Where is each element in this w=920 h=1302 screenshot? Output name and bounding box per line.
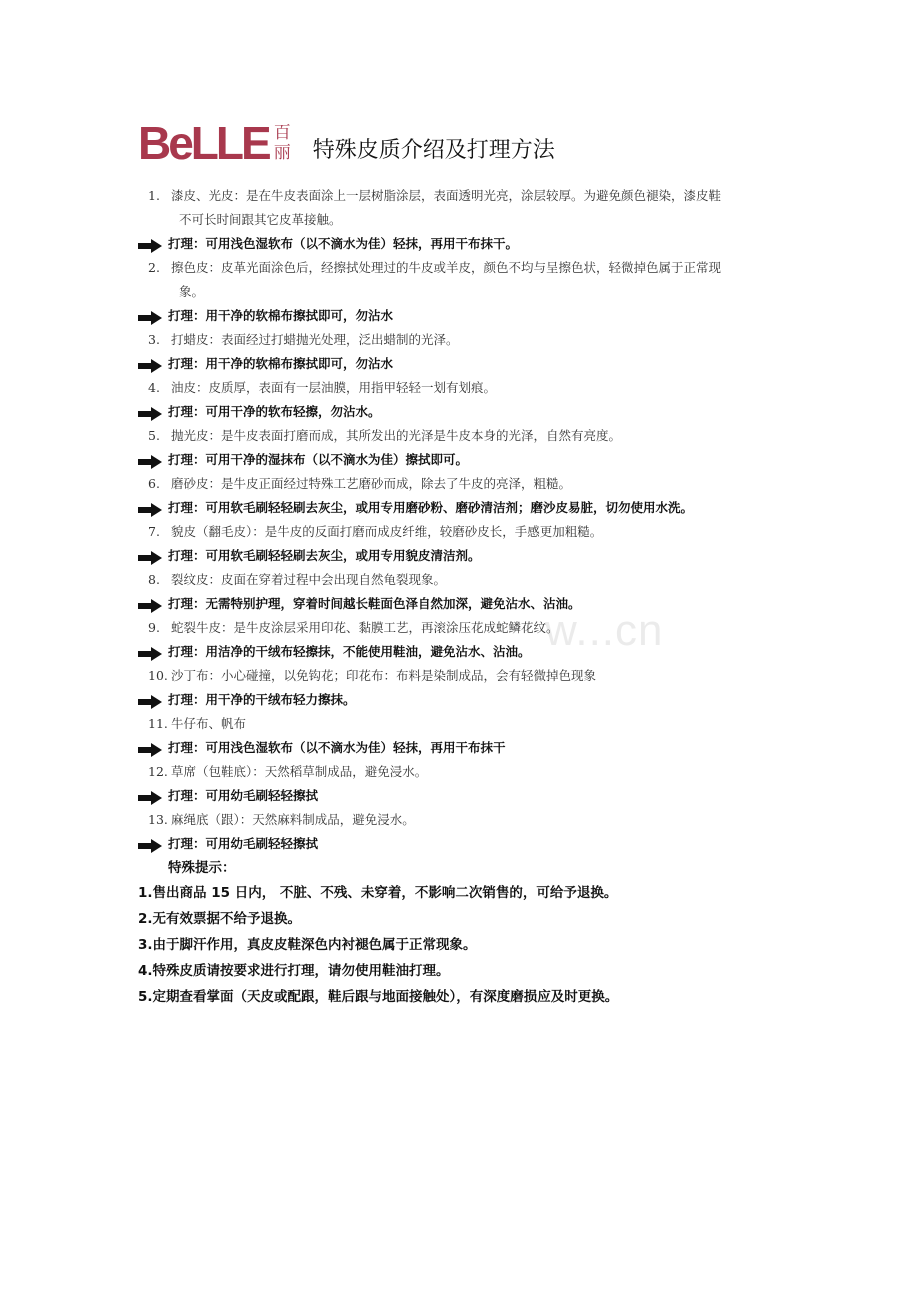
item-number: 4. (148, 380, 160, 395)
leather-item (138, 616, 788, 640)
care-text: 打理：用干净的软棉布擦拭即可，勿沾水 (168, 308, 394, 323)
tip-line: 3.由于脚汗作用，真皮皮鞋深色内衬褪色属于正常现象。 (138, 937, 477, 953)
item-number: 5. (148, 428, 160, 443)
care-instruction (138, 688, 788, 712)
item-description: 草席（包鞋底）：天然稻草制成品，避免浸水。 (171, 764, 428, 779)
item-number: 9. (148, 620, 160, 635)
right-arrow-icon (138, 789, 162, 803)
item-number: 10. (148, 668, 168, 683)
care-text: 打理：无需特别护理，穿着时间越长鞋面色泽自然加深，避免沾水、沾油。 (168, 596, 581, 611)
leather-item (138, 520, 788, 544)
logo-cn-char-1: 百 (273, 123, 291, 143)
item-number: 12. (148, 764, 168, 779)
leather-item (138, 472, 788, 496)
item-description: 貌皮（翻毛皮）：是牛皮的反面打磨而成皮纤维，较磨砂皮长，手感更加粗糙。 (171, 524, 603, 539)
care-text: 打理：可用干净的软布轻擦，勿沾水。 (168, 404, 381, 419)
care-instruction (138, 832, 788, 856)
tips-heading: 特殊提示： (168, 860, 236, 876)
item-description: 沙丁布：小心碰撞，以免钩花；印花布：布料是染制成品，会有轻微掉色现象 (171, 668, 597, 683)
item-description-continued (138, 280, 788, 304)
page-title: 特殊皮质介绍及打理方法 (312, 137, 555, 163)
leather-item (138, 424, 788, 448)
document-header (138, 118, 555, 168)
leather-item (138, 184, 788, 208)
item-number: 1. (148, 188, 160, 203)
care-text: 打理：可用软毛刷轻轻刷去灰尘，或用专用磨砂粉、磨砂清洁剂；磨沙皮易脏，切勿使用水洗。 (168, 500, 694, 515)
care-instruction (138, 352, 788, 376)
leather-item (138, 808, 788, 832)
item-description-line-2: 不可长时间跟其它皮革接触。 (179, 212, 342, 227)
item-description: 磨砂皮：是牛皮正面经过特殊工艺磨砂而成，除去了牛皮的亮泽，粗糙。 (171, 476, 572, 491)
leather-item (138, 760, 788, 784)
item-number: 8. (148, 572, 160, 587)
logo-cn-char-2: 丽 (273, 143, 291, 163)
right-arrow-icon (138, 237, 162, 251)
tip-line: 2.无有效票据不给予退换。 (138, 911, 302, 927)
item-description: 抛光皮：是牛皮表面打磨而成，其所发出的光泽是牛皮本身的光泽，自然有亮度。 (171, 428, 622, 443)
care-instruction (138, 640, 788, 664)
care-text: 打理：可用浅色湿软布（以不滴水为佳）轻抹，再用干布抹干。 (168, 236, 519, 251)
logo-cn-text (274, 123, 291, 163)
leather-item (138, 712, 788, 736)
tip-line: 4.特殊皮质请按要求进行打理，请勿使用鞋油打理。 (138, 963, 450, 979)
care-instruction (138, 496, 788, 520)
care-instruction (138, 592, 788, 616)
belle-logo (138, 117, 291, 169)
care-instruction (138, 232, 788, 256)
item-description: 漆皮、光皮：是在牛皮表面涂上一层树脂涂层，表面透明光亮，涂层较厚。为避免颜色褪染，漆皮鞋 (171, 188, 722, 203)
right-arrow-icon (138, 309, 162, 323)
right-arrow-icon (138, 549, 162, 563)
care-instruction (138, 448, 788, 472)
item-number: 2. (148, 260, 160, 275)
right-arrow-icon (138, 453, 162, 467)
care-text: 打理：用干净的干绒布轻力擦抹。 (168, 692, 356, 707)
item-description: 油皮：皮质厚，表面有一层油膜，用指甲轻轻一划有划痕。 (171, 380, 497, 395)
leather-item (138, 256, 788, 280)
care-text: 打理：可用软毛刷轻轻刷去灰尘，或用专用貌皮清洁剂。 (168, 548, 481, 563)
item-number: 3. (148, 332, 160, 347)
right-arrow-icon (138, 597, 162, 611)
care-text: 打理：可用幼毛刷轻轻擦拭 (168, 788, 319, 803)
care-instruction (138, 736, 788, 760)
leather-item (138, 664, 788, 688)
care-text: 打理：用洁净的干绒布轻擦抹，不能使用鞋油，避免沾水、沾油。 (168, 644, 531, 659)
logo-latin-text: BeLLE (138, 117, 269, 169)
leather-item (138, 328, 788, 352)
item-description: 麻绳底（跟）：天然麻料制成品，避免浸水。 (171, 812, 415, 827)
item-number: 13. (148, 812, 168, 827)
item-description-line-2: 象。 (179, 284, 205, 299)
leather-list (138, 184, 788, 1010)
watermark: w...cn (545, 606, 664, 655)
right-arrow-icon (138, 645, 162, 659)
care-instruction (138, 784, 788, 808)
item-description: 擦色皮：皮革光面涂色后，经擦拭处理过的牛皮或羊皮，颜色不均与呈擦色状，轻微掉色属于正常现 (171, 260, 722, 275)
right-arrow-icon (138, 405, 162, 419)
right-arrow-icon (138, 741, 162, 755)
right-arrow-icon (138, 837, 162, 851)
item-number: 11. (148, 716, 168, 731)
tip-line: 5.定期查看掌面（天皮或配跟，鞋后跟与地面接触处），有深度磨损应及时更换。 (138, 989, 619, 1005)
item-description: 打蜡皮：表面经过打蜡抛光处理，泛出蜡制的光泽。 (171, 332, 459, 347)
care-instruction (138, 304, 788, 328)
right-arrow-icon (138, 501, 162, 515)
care-text: 打理：可用浅色湿软布（以不滴水为佳）轻抹，再用干布抹干 (168, 740, 506, 755)
care-text: 打理：可用幼毛刷轻轻擦拭 (168, 836, 319, 851)
item-description-continued (138, 208, 788, 232)
care-instruction (138, 400, 788, 424)
right-arrow-icon (138, 693, 162, 707)
care-text: 打理：用干净的软棉布擦拭即可，勿沾水 (168, 356, 394, 371)
item-number: 7. (148, 524, 160, 539)
care-text: 打理：可用干净的湿抹布（以不滴水为佳）擦拭即可。 (168, 452, 469, 467)
item-description: 牛仔布、帆布 (171, 716, 247, 731)
right-arrow-icon (138, 357, 162, 371)
item-number: 6. (148, 476, 160, 491)
item-description: 蛇裂牛皮：是牛皮涂层采用印花、黏膜工艺，再滚涂压花成蛇鳞花纹。 (171, 620, 559, 635)
leather-item (138, 376, 788, 400)
care-instruction (138, 544, 788, 568)
tip-line: 1.售出商品 15 日内， 不脏、不残、未穿着，不影响二次销售的，可给予退换。 (138, 885, 618, 901)
leather-item (138, 568, 788, 592)
item-description: 裂纹皮：皮面在穿着过程中会出现自然龟裂现象。 (171, 572, 447, 587)
